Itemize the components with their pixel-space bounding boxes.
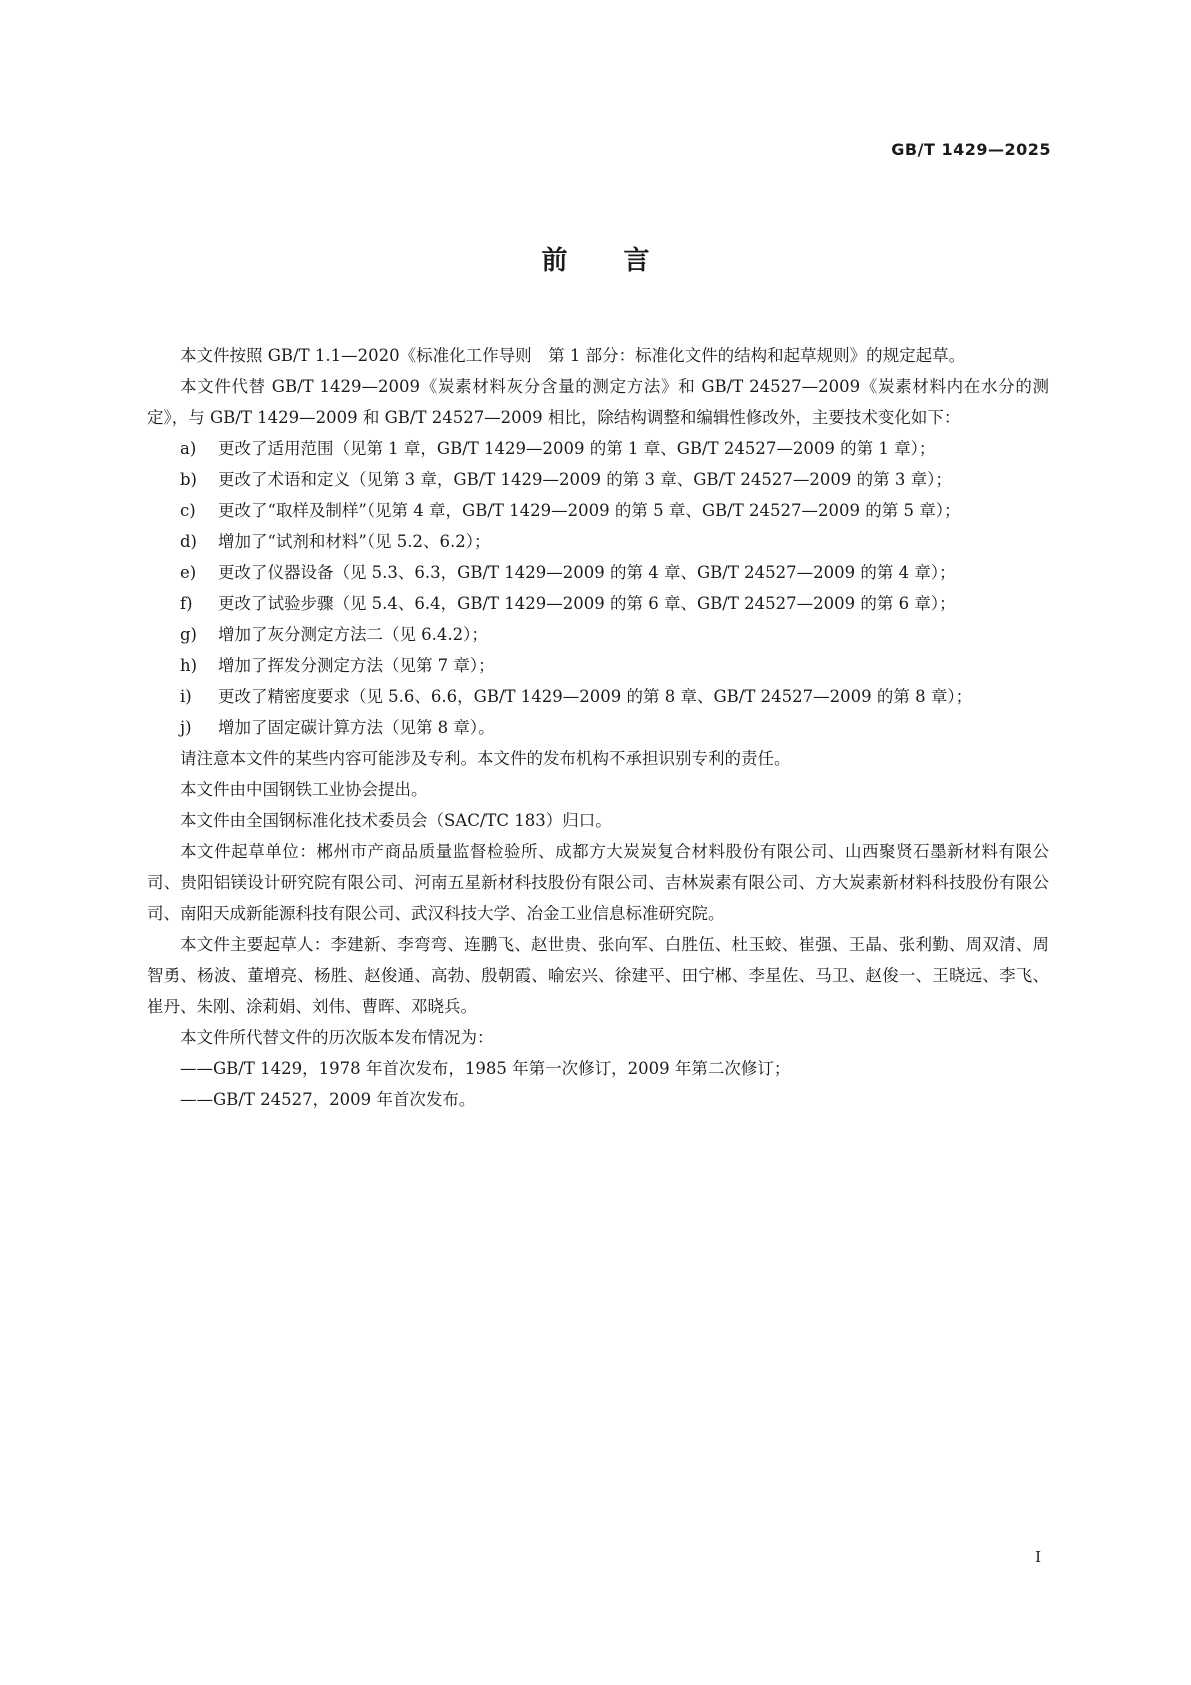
list-marker: c)	[180, 501, 196, 520]
list-item	[147, 650, 1049, 681]
paragraph-proposed-by: 本文件由中国钢铁工业协会提出。	[180, 780, 428, 799]
list-marker: a)	[180, 439, 197, 458]
page-number: I	[1035, 1548, 1041, 1566]
list-item	[147, 712, 1049, 743]
paragraph-drafters: 本文件主要起草人：李建新、李弯弯、连鹏飞、赵世贵、张向军、白胜伍、杜玉蛟、崔强、王晶、张利勤、周双清、周智勇、杨波、董增亮、杨胜、赵俊通、高勃、殷朝霞、喻宏兴、徐建平、田宁郴、李星佐、马卫、赵俊一、王晓远、李飞、崔丹、朱刚、涂莉娟、刘伟、曹晖、邓晓兵。	[147, 935, 1049, 1016]
history-item: ——GB/T 24527，2009 年首次发布。	[180, 1090, 476, 1109]
list-marker: e)	[180, 563, 197, 582]
list-marker: b)	[180, 470, 197, 489]
paragraph-administered-by: 本文件由全国钢标准化技术委员会（SAC/TC 183）归口。	[180, 811, 612, 830]
history-item: ——GB/T 1429，1978 年首次发布，1985 年第一次修订，2009 年第二次修订；	[180, 1059, 791, 1078]
list-item-text: 更改了试验步骤（见 5.4、6.4，GB/T 1429—2009 的第 6 章、GB/T 24527—2009 的第 6 章）；	[217, 594, 956, 613]
list-item-text: 增加了挥发分测定方法（见第 7 章）；	[217, 656, 495, 675]
paragraph-patent-notice: 请注意本文件的某些内容可能涉及专利。本文件的发布机构不承担识别专利的责任。	[180, 749, 791, 768]
technical-changes-list	[147, 433, 1049, 743]
paragraph-version-history: 本文件所代替文件的历次版本发布情况为：	[180, 1028, 494, 1047]
list-item-text: 更改了术语和定义（见第 3 章，GB/T 1429—2009 的第 3 章、GB/T 24527—2009 的第 3 章）；	[217, 470, 952, 489]
list-item-text: 增加了固定碳计算方法（见第 8 章）。	[217, 718, 495, 737]
list-item-text: 增加了“试剂和材料”（见 5.2、6.2）；	[217, 532, 491, 551]
list-marker: j)	[180, 718, 192, 737]
list-marker: h)	[180, 656, 198, 675]
list-marker: f)	[180, 594, 193, 613]
list-marker: i)	[180, 687, 192, 706]
list-item-text: 更改了仪器设备（见 5.3、6.3，GB/T 1429—2009 的第 4 章、GB/T 24527—2009 的第 4 章）；	[217, 563, 956, 582]
foreword-body	[147, 340, 1049, 1115]
list-item	[147, 681, 1049, 712]
list-marker: d)	[180, 532, 197, 551]
list-item-text: 更改了适用范围（见第 1 章，GB/T 1429—2009 的第 1 章、GB/T 24527—2009 的第 1 章）；	[217, 439, 936, 458]
paragraph-replacement: 本文件代替 GB/T 1429—2009《炭素材料灰分含量的测定方法》和 GB/T 24527—2009《炭素材料内在水分的测定》，与 GB/T 1429—2009 和 GB/T 24527—2009 相比，除结构调整和编辑性修改外，主要技术变化如下：	[147, 377, 1049, 427]
list-item	[147, 526, 1049, 557]
list-item	[147, 557, 1049, 588]
list-item	[147, 495, 1049, 526]
page-title: 前言	[541, 246, 706, 276]
list-marker: g)	[180, 625, 197, 644]
list-item	[147, 588, 1049, 619]
document-number: GB/T 1429—2025	[891, 140, 1051, 159]
list-item-text: 更改了“取样及制样”（见第 4 章，GB/T 1429—2009 的第 5 章、GB/T 24527—2009 的第 5 章）；	[217, 501, 961, 520]
list-item	[147, 619, 1049, 650]
list-item	[147, 433, 1049, 464]
paragraph-drafting-units: 本文件起草单位：郴州市产商品质量监督检验所、成都方大炭炭复合材料股份有限公司、山西聚贤石墨新材料有限公司、贵阳铝镁设计研究院有限公司、河南五星新材科技股份有限公司、吉林炭素有限公司、方大炭素新材料科技股份有限公司、南阳天成新能源科技有限公司、武汉科技大学、冶金工业信息标准研究院。	[147, 842, 1049, 923]
list-item-text: 增加了灰分测定方法二（见 6.4.2）；	[217, 625, 488, 644]
list-item	[147, 464, 1049, 495]
paragraph-drafting-rules: 本文件按照 GB/T 1.1—2020《标准化工作导则 第 1 部分：标准化文件的结构和起草规则》的规定起草。	[180, 346, 966, 365]
list-item-text: 更改了精密度要求（见 5.6、6.6，GB/T 1429—2009 的第 8 章、GB/T 24527—2009 的第 8 章）；	[217, 687, 973, 706]
